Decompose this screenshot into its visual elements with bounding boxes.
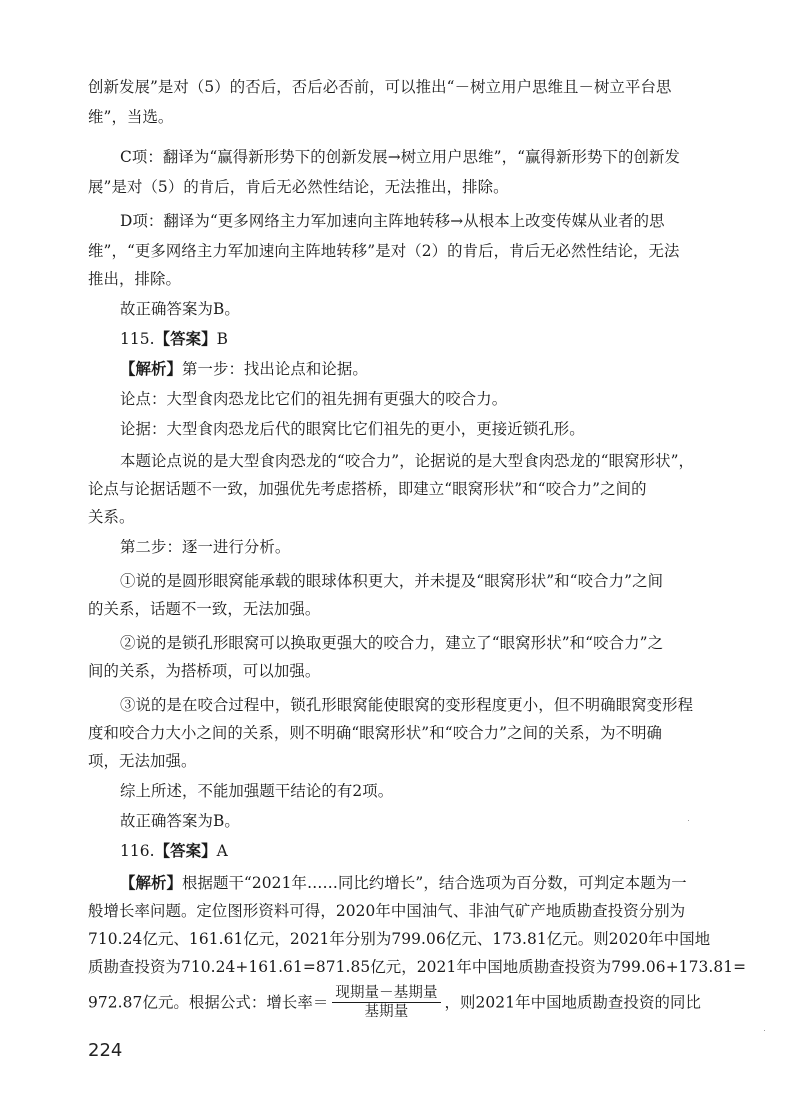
text-line: 本题论点说的是大型食肉恐龙的“咬合力”，论据说的是大型食肉恐龙的“眼窝形状”， — [120, 452, 695, 470]
answer-tag: 【答案】 — [154, 842, 217, 860]
text-line: ①说的是圆形眼窝能承载的眼球体积更大，并未提及“眼窝形状”和“咬合力”之间 — [120, 572, 664, 590]
answer-letter: A — [216, 842, 228, 860]
text-line: 论点：大型食肉恐龙比它们的祖先拥有更强大的咬合力。 — [120, 390, 508, 408]
text-line: 第二步：逐一进行分析。 — [120, 538, 291, 556]
text-line: 展”是对（5）的肯后，肯后无必然性结论，无法推出，排除。 — [88, 178, 509, 196]
analysis-tag: 【解析】 — [120, 874, 182, 892]
analysis-text: 第一步：找出论点和论据。 — [181, 360, 368, 378]
analysis-text: 根据题干“2021年……同比约增长”，结合选项为百分数，可判定本题为一 — [181, 874, 687, 892]
text-line: 项，无法加强。 — [88, 752, 197, 770]
text-line: 的关系，话题不一致，无法加强。 — [88, 600, 321, 618]
growth-rate-fraction — [332, 984, 440, 1021]
text-line: ③说的是在咬合过程中，锁孔形眼窝能使眼窝的变形程度更小，但不明确眼窝变形程 — [120, 696, 694, 714]
page-number: 224 — [88, 1040, 123, 1061]
fraction-numerator: 现期量－基期量 — [332, 984, 440, 1003]
answer-conclusion: 故正确答案为B。 — [120, 812, 240, 830]
formula-prefix: 972.87亿元。根据公式：增长率＝ — [88, 993, 329, 1012]
question-number: 115. — [120, 330, 155, 348]
answer-letter: B — [216, 330, 229, 348]
question-number: 116. — [120, 842, 155, 860]
text-line: 间的关系，为搭桥项，可以加强。 — [88, 662, 321, 680]
formula-line — [88, 985, 716, 1022]
text-line: 综上所述，不能加强题干结论的有2项。 — [120, 782, 394, 800]
question-115-answer — [120, 328, 716, 350]
scan-speck — [688, 820, 689, 821]
text-line: 维”，“更多网络主力军加速向主阵地转移”是对（2）的肯后，肯后无必然性结论，无法 — [88, 242, 680, 260]
text-line: 般增长率问题。定位图形资料可得，2020年中国油气、非油气矿产地质勘查投资分别为 — [88, 902, 686, 920]
answer-tag: 【答案】 — [154, 330, 217, 348]
text-line: 推出，排除。 — [88, 270, 181, 288]
text-line: 论据：大型食肉恐龙后代的眼窝比它们祖先的更小，更接近锁孔形。 — [120, 420, 585, 438]
text-line: 710.24亿元、161.61亿元，2021年分别为799.06亿元、173.81亿元。则2020年中国地 — [88, 930, 711, 948]
formula-suffix: ，则2021年中国地质勘查投资的同比 — [444, 993, 701, 1012]
text-line: 创新发展”是对（5）的否后，否后必否前，可以推出“－树立用户思维且－树立平台思 — [88, 78, 672, 96]
text-line: 论点与论据话题不一致，加强优先考虑搭桥，即建立“眼窝形状”和“咬合力”之间的 — [88, 480, 647, 498]
text-line: 质勘查投资为710.24+161.61=871.85亿元，2021年中国地质勘查投资为799.06+173.81= — [88, 958, 747, 976]
analysis-tag: 【解析】 — [120, 360, 182, 378]
option-d-line: D项：翻译为“更多网络主力军加速向主阵地转移→从根本上改变传媒从业者的思 — [120, 212, 665, 230]
text-line: ②说的是锁孔形眼窝可以换取更强大的咬合力，建立了“眼窝形状”和“咬合力”之 — [120, 634, 664, 652]
question-116-answer — [120, 840, 716, 862]
scan-speck — [764, 1030, 765, 1031]
option-c-line: C项：翻译为“赢得新形势下的创新发展→树立用户思维”，“赢得新形势下的创新发 — [120, 148, 680, 166]
text-line: 关系。 — [88, 508, 135, 526]
question-116-analysis — [120, 872, 716, 894]
question-115-analysis — [120, 358, 716, 380]
answer-conclusion: 故正确答案为B。 — [120, 300, 240, 318]
text-line: 维”，当选。 — [88, 108, 174, 126]
text-line: 度和咬合力大小之间的关系，则不明确“眼窝形状”和“咬合力”之间的关系，为不明确 — [88, 724, 663, 742]
fraction-denominator: 基期量 — [364, 1004, 409, 1020]
